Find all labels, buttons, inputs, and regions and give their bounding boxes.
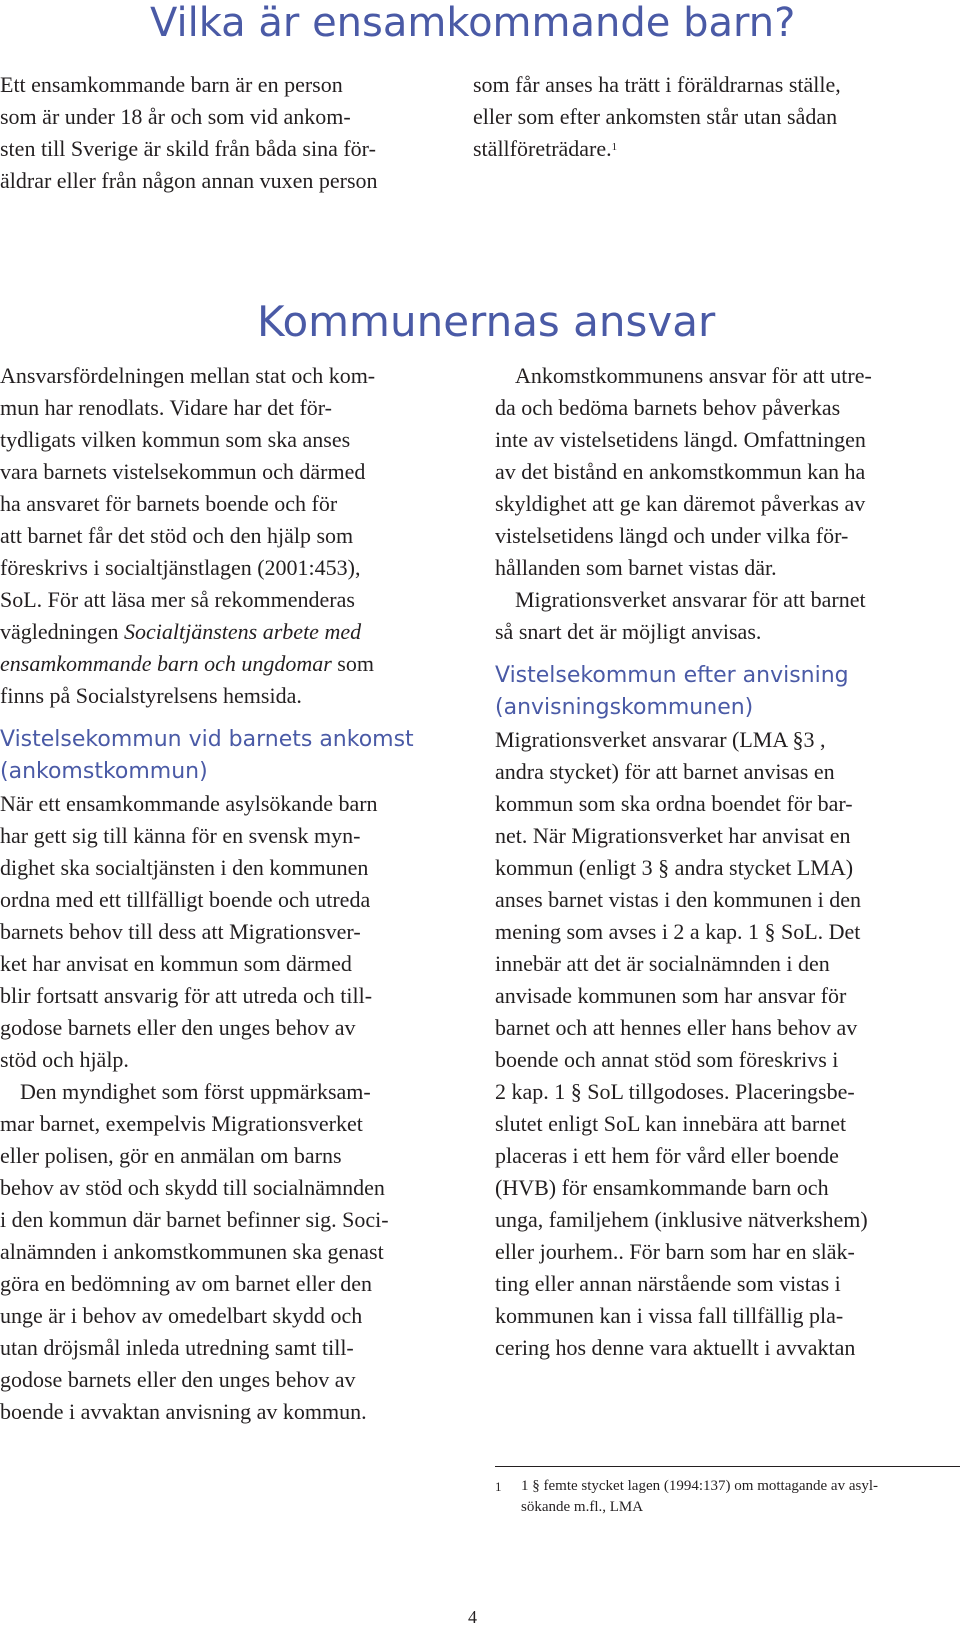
text-line: kommun (enligt 3 § andra stycket LMA) [495, 855, 854, 880]
footnote-reference: 1 [611, 141, 618, 153]
text-line: net. När Migrationsverket har anvisat en [495, 823, 851, 848]
paragraph [495, 724, 960, 1364]
text-line: finns på Socialstyrelsens hemsida. [0, 683, 302, 708]
text-line: mun har renodlats. Vidare har det för- [0, 395, 332, 420]
text-line: innebär att det är socialnämnden i den [495, 951, 830, 976]
guide-title: ensamkommande barn och ungdomar [0, 651, 332, 676]
intro-left-column [0, 69, 460, 197]
section-title: Kommunernas ansvar [257, 297, 716, 346]
paragraph [0, 360, 470, 712]
text-fragment: som [331, 651, 374, 676]
page-title: Vilka är ensamkommande barn? [150, 0, 796, 46]
text-line: kommun som ska ordna boendet för bar- [495, 791, 853, 816]
text-line: äldrar eller från någon annan vuxen person [0, 168, 378, 193]
subheading-line: (ankomstkommun) [0, 759, 208, 784]
text-line: Migrationsverket ansvarar för att barnet [515, 587, 866, 612]
subheading-ankomstkommun [0, 724, 470, 788]
subheading-line: (anvisningskommunen) [495, 695, 754, 720]
text-line: hållanden som barnet vistas där. [495, 555, 777, 580]
text-line: mar barnet, exempelvis Migrationsverket [0, 1111, 363, 1136]
subheading-line: Vistelsekommun vid barnets ankomst [0, 727, 414, 752]
text-line: godose barnets eller den unges behov av [0, 1015, 356, 1040]
text-line: vistelsetidens längd och under vilka för- [495, 523, 849, 548]
intro-paragraph-left [0, 69, 460, 197]
text-line [0, 648, 470, 680]
text-line: barnets behov till dess att Migrationsver- [0, 919, 361, 944]
text-line: Den myndighet som först uppmärksam- [20, 1079, 371, 1104]
paragraph [495, 360, 960, 584]
paragraph [0, 1076, 470, 1428]
text-line: blir fortsatt ansvarig för att utreda och till- [0, 983, 373, 1008]
text-line: Ankomstkommunens ansvar för att utre- [515, 363, 872, 388]
text-line: boende i avvaktan anvisning av kommun. [0, 1399, 367, 1424]
intro-right-column [473, 69, 960, 165]
footnote-divider [495, 1466, 960, 1467]
text-line: så snart det är möjligt anvisas. [495, 619, 762, 644]
text-line: göra en bedömning av om barnet eller den [0, 1271, 373, 1296]
text-line: placeras i ett hem för vård eller boende [495, 1143, 839, 1168]
footnote-text [521, 1476, 960, 1518]
text-line: anvisade kommunen som har ansvar för [495, 983, 847, 1008]
text-fragment: ställföreträdare. [473, 136, 612, 161]
text-line: i den kommun där barnet befinner sig. Soci- [0, 1207, 389, 1232]
text-line: utan dröjsmål inleda utredning samt till- [0, 1335, 354, 1360]
text-line: eller som efter ankomsten står utan sådan [473, 104, 838, 129]
text-line: barnet och att hennes eller hans behov av [495, 1015, 858, 1040]
text-line: Ett ensamkommande barn är en person [0, 72, 343, 97]
text-line: 2 kap. 1 § SoL tillgodoses. Placeringsbe- [495, 1079, 855, 1104]
text-line: SoL. För att läsa mer så rekommenderas [0, 587, 355, 612]
text-line: mening som avses i 2 a kap. 1 § SoL. Det [495, 919, 861, 944]
text-line: alnämnden i ankomstkommunen ska genast [0, 1239, 384, 1264]
text-line: ket har anvisat en kommun som därmed [0, 951, 352, 976]
text-line: eller polisen, gör en anmälan om barns [0, 1143, 342, 1168]
text-fragment: vägledningen [0, 619, 125, 644]
paragraph [495, 584, 960, 648]
text-line: som får anses ha trätt i föräldrarnas ställe, [473, 72, 841, 97]
footnote-line: 1 § femte stycket lagen (1994:137) om mottagande av asyl- [521, 1478, 878, 1494]
text-line: slutet enligt SoL kan innebära att barnet [495, 1111, 847, 1136]
text-line: ha ansvaret för barnets boende och för [0, 491, 338, 516]
text-line: att barnet får det stöd och den hjälp som [0, 523, 354, 548]
footnote-mark: 1 [495, 1479, 502, 1494]
subheading-line: Vistelsekommun efter anvisning [495, 663, 849, 688]
text-line: anses barnet vistas i den kommunen i den [495, 887, 861, 912]
text-line: ting eller annan närstående som vistas i [495, 1271, 841, 1296]
footnote-line: sökande m.fl., LMA [521, 1499, 644, 1515]
footnote [495, 1476, 960, 1518]
intro-paragraph-right [473, 69, 960, 165]
page-number: 4 [468, 1607, 477, 1627]
paragraph [0, 788, 470, 1076]
text-line: När ett ensamkommande asylsökande barn [0, 791, 378, 816]
text-line: behov av stöd och skydd till socialnämnden [0, 1175, 385, 1200]
right-column [495, 360, 960, 1364]
left-column [0, 360, 470, 1428]
text-line: cering hos denne vara aktuellt i avvaktan [495, 1335, 856, 1360]
text-line: kommunen kan i vissa fall tillfällig pla- [495, 1303, 844, 1328]
text-line [473, 133, 960, 165]
text-line: tydligats vilken kommun som ska anses [0, 427, 351, 452]
text-line: (HVB) för ensamkommande barn och [495, 1175, 829, 1200]
text-line [0, 616, 470, 648]
text-line: godose barnets eller den unges behov av [0, 1367, 356, 1392]
text-line: föreskrivs i socialtjänstlagen (2001:453), [0, 555, 361, 580]
subheading-anvisningskommunen [495, 660, 960, 724]
text-line: har gett sig till känna för en svensk myn- [0, 823, 361, 848]
text-line: andra stycket) för att barnet anvisas en [495, 759, 835, 784]
text-line: unge är i behov av omedelbart skydd och [0, 1303, 363, 1328]
text-line: ordna med ett tillfälligt boende och utreda [0, 887, 371, 912]
text-line: Migrationsverket ansvarar (LMA §3 , [495, 727, 826, 752]
text-line: boende och annat stöd som föreskrivs i [495, 1047, 839, 1072]
text-line: dighet ska socialtjänsten i den kommunen [0, 855, 369, 880]
text-line: da och bedöma barnets behov påverkas [495, 395, 841, 420]
text-line: unga, familjehem (inklusive nätverkshem) [495, 1207, 868, 1232]
text-line: av det bistånd en ankomstkommun kan ha [495, 459, 866, 484]
text-line: skyldighet att ge kan däremot påverkas av [495, 491, 866, 516]
text-line: inte av vistelsetidens längd. Omfattningen [495, 427, 866, 452]
text-line: som är under 18 år och som vid ankom- [0, 104, 351, 129]
guide-title: Socialtjänstens arbete med [124, 619, 362, 644]
text-line: vara barnets vistelsekommun och därmed [0, 459, 366, 484]
text-line: eller jourhem.. För barn som har en släk- [495, 1239, 855, 1264]
text-line: sten till Sverige är skild från båda sina för- [0, 136, 376, 161]
text-line: stöd och hjälp. [0, 1047, 129, 1072]
text-line: Ansvarsfördelningen mellan stat och kom- [0, 363, 376, 388]
